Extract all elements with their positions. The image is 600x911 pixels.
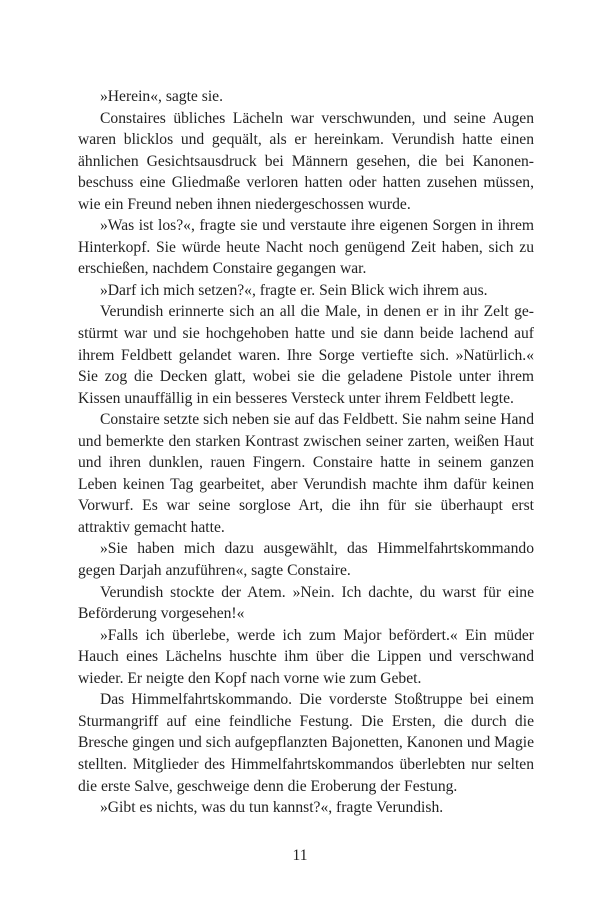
- paragraph: »Herein«, sagte sie.: [100, 88, 223, 105]
- book-page-body: [78, 86, 534, 819]
- paragraph: Constaires übliches Lächeln war verschwunden, und seine Augen waren blicklos und gequält, als er hereinkam. Verundish hatte einen ähnlichen Gesichtsausdruck bei Männern gesehen, die bei Kanonenbeschuss eine Gliedmaße verloren hatten oder hatten zusehen müssen, wie ein Freund neben ihnen niedergeschossen wurde.: [78, 109, 534, 213]
- paragraph: Constaire setzte sich neben sie auf das Feldbett. Sie nahm seine Hand und bemerkte den starken Kontrast zwischen seiner zarten, weißen Haut und ihren dunklen, rauen Fingern. Constaire hatte in seinem ganzen Leben keinen Tag gearbeitet, aber Verundish machte ihm dafür keinen Vorwurf. Es war seine sorglose Art, die ihn für sie überhaupt erst attraktiv gemacht hatte.: [78, 411, 534, 536]
- paragraph: Verundish erinnerte sich an all die Male, in denen er in ihr Zelt gestürmt war und sie hochgehoben hatte und sie dann beide lachend auf ihrem Feldbett gelandet waren. Ihre Sorge vertiefte sich. »Natürlich.« Sie zog die Decken glatt, wobei sie die geladene Pistole unter ihrem Kissen unauffällig in ein besseres Versteck unter ihrem Feldbett legte.: [78, 303, 534, 407]
- paragraph: »Was ist los?«, fragte sie und verstaute ihre eigenen Sorgen in ihrem Hinterkopf. Sie würde heute Nacht noch genügend Zeit haben, sich zu erschießen, nachdem Constaire gegangen war.: [78, 217, 534, 278]
- paragraph: Das Himmelfahrtskommando. Die vorderste Stoßtruppe bei einem Sturmangriff auf eine feindliche Festung. Die Ersten, die durch die Bresche gingen und sich aufgepflanzten Bajonetten, Kanonen und Magie stellten. Mitglieder des Himmelfahrtskommandos überlebten nur selten die erste Salve, geschweige denn die Eroberung der Festung.: [78, 691, 534, 795]
- paragraph: »Darf ich mich setzen?«, fragte er. Sein Blick wich ihrem aus.: [100, 281, 488, 299]
- paragraph: Verundish stockte der Atem. »Nein. Ich dachte, du warst für eine Beförderung vorgesehen!«: [78, 583, 534, 623]
- page-number: 11: [292, 847, 308, 864]
- paragraph: »Sie haben mich dazu ausgewählt, das Himmelfahrtskommando gegen Darjah anzuführen«, sagte Constaire.: [78, 540, 534, 580]
- paragraph: »Gibt es nichts, was du tun kannst?«, fragte Verundish.: [100, 799, 444, 817]
- paragraph: »Falls ich überlebe, werde ich zum Major befördert.« Ein müder Hauch eines Lächelns huschte ihm über die Lippen und verschwand wieder. Er neigte den Kopf nach vorne wie zum Gebet.: [78, 626, 534, 687]
